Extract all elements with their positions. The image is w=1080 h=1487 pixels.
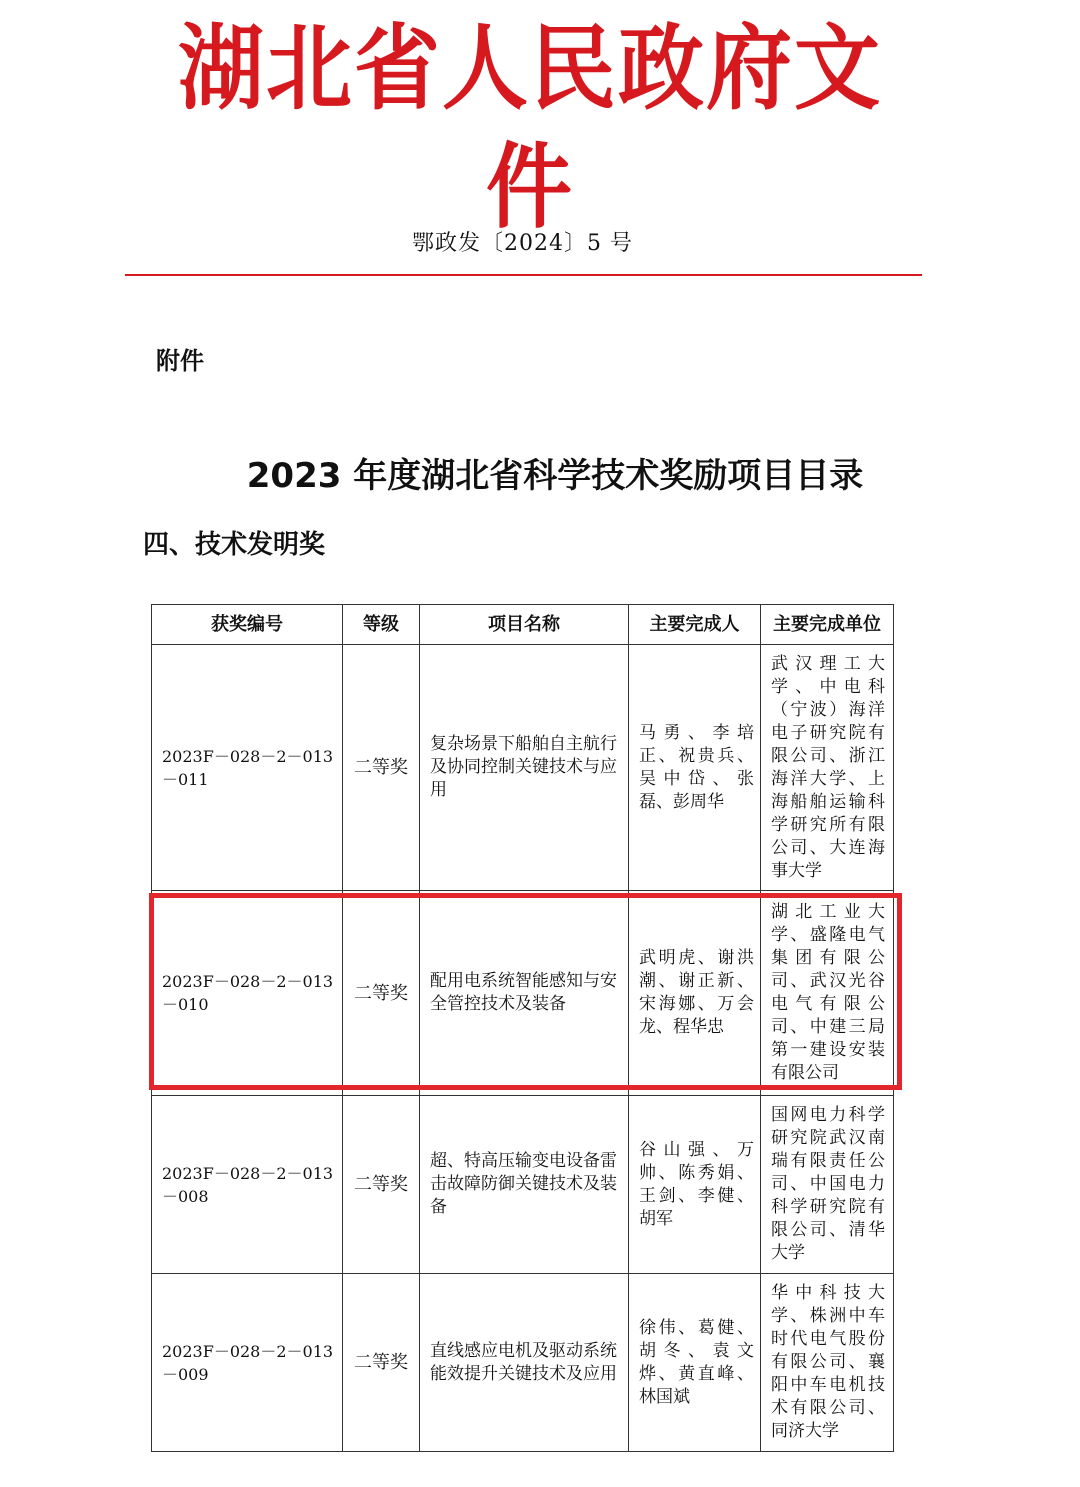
project-name-cell: 直线感应电机及驱动系统能效提升关键技术及应用 — [420, 1274, 629, 1452]
award-table — [151, 604, 894, 1452]
award-id-cell: 2023F－028－2－013－010 — [152, 891, 343, 1096]
attachment-label: 附件 — [156, 347, 204, 375]
table-row — [152, 1274, 894, 1452]
header-grade: 等级 — [343, 605, 420, 645]
award-id-cell: 2023F－028－2－013－009 — [152, 1274, 343, 1452]
document-number: 鄂政发〔2024〕5 号 — [412, 231, 633, 256]
header-main-units: 主要完成单位 — [761, 605, 894, 645]
award-id-cell: 2023F－028－2－013－011 — [152, 645, 343, 891]
header-main-persons: 主要完成人 — [629, 605, 761, 645]
list-title: 2023 年度湖北省科学技术奖励项目目录 — [246, 456, 864, 496]
persons-cell: 武明虎、谢洪潮、谢正新、宋海娜、万会龙、程华忠 — [629, 891, 761, 1096]
grade-cell: 二等奖 — [343, 1096, 420, 1274]
section-title: 四、技术发明奖 — [143, 530, 326, 560]
table-row — [152, 1096, 894, 1274]
units-cell: 华中科技大学、株洲中车时代电气股份有限公司、襄阳中车电机技术有限公司、同济大学 — [761, 1274, 894, 1452]
units-cell: 武汉理工大学、中电科（宁波）海洋电子研究院有限公司、浙江海洋大学、上海船舶运输科学研究所有限公司、大连海事大学 — [761, 645, 894, 891]
units-cell: 湖北工业大学、盛隆电气集团有限公司、武汉光谷电气有限公司、中建三局第一建设安装有限公司 — [761, 891, 894, 1096]
document-header-title: 湖北省人民政府文件 — [178, 13, 882, 242]
table-row — [152, 891, 894, 1096]
persons-cell: 马勇、李培正、祝贵兵、吴中岱、张磊、彭周华 — [629, 645, 761, 891]
table-header-row — [152, 605, 894, 645]
project-name-cell: 超、特高压输变电设备雷击故障防御关键技术及装备 — [420, 1096, 629, 1274]
persons-cell: 谷山强、万帅、陈秀娟、王剑、李健、胡军 — [629, 1096, 761, 1274]
persons-cell: 徐伟、葛健、胡冬、袁文烨、黄直峰、林国斌 — [629, 1274, 761, 1452]
project-name-cell: 配用电系统智能感知与安全管控技术及装备 — [420, 891, 629, 1096]
table-row — [152, 645, 894, 891]
award-id-cell: 2023F－028－2－013－008 — [152, 1096, 343, 1274]
project-name-cell: 复杂场景下船舶自主航行及协同控制关键技术与应用 — [420, 645, 629, 891]
header-award-id: 获奖编号 — [152, 605, 343, 645]
header-project-name: 项目名称 — [420, 605, 629, 645]
grade-cell: 二等奖 — [343, 645, 420, 891]
header-divider — [125, 274, 922, 276]
grade-cell: 二等奖 — [343, 1274, 420, 1452]
grade-cell: 二等奖 — [343, 891, 420, 1096]
units-cell: 国网电力科学研究院武汉南瑞有限责任公司、中国电力科学研究院有限公司、清华大学 — [761, 1096, 894, 1274]
